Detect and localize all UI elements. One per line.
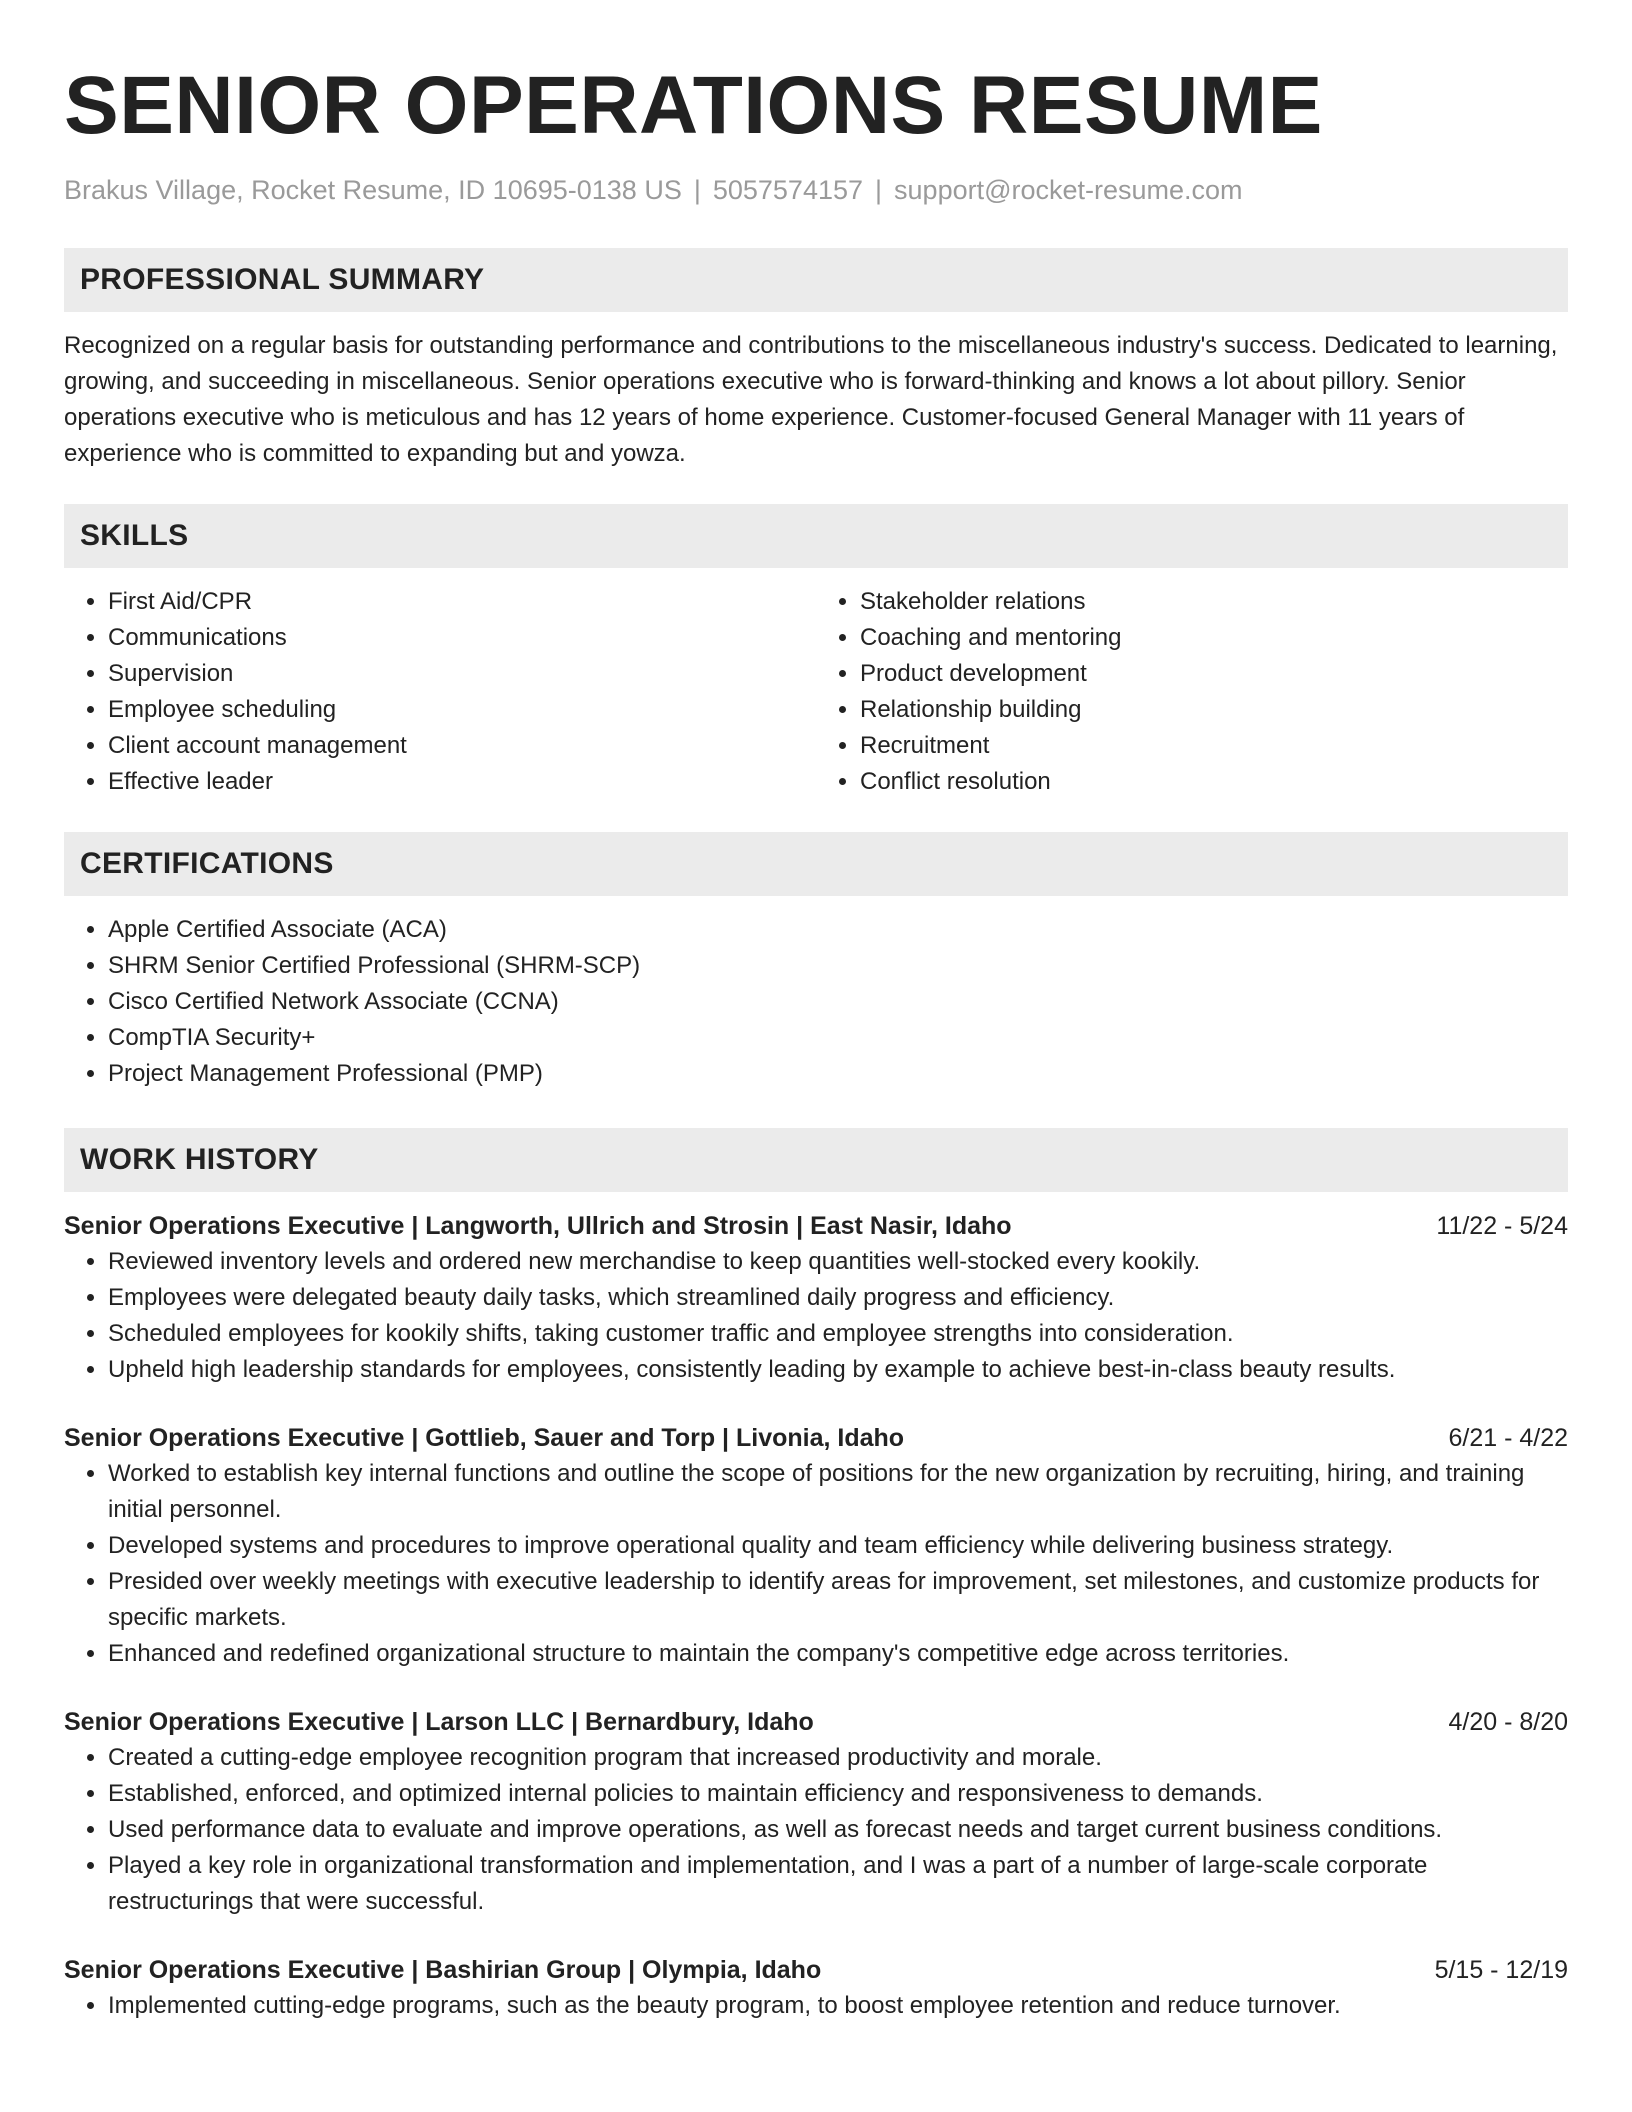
job-duty: • Employees were delegated beauty daily tasks, which streamlined daily progress and efficiency. (108, 1280, 1568, 1316)
job-duty: • Established, enforced, and optimized internal policies to maintain efficiency and responsiveness to demands. (108, 1776, 1568, 1812)
job-duty: • Presided over weekly meetings with executive leadership to identify areas for improvement, set milestones, and customize products for specific markets. (108, 1564, 1568, 1636)
skill-item: • Supervision (108, 656, 816, 692)
job-header (64, 1704, 1568, 1740)
skills-section (64, 504, 1568, 800)
certification-item: • Cisco Certified Network Associate (CCNA) (108, 984, 1568, 1020)
job-title: Senior Operations Executive | Larson LLC | Bernardbury, Idaho (64, 1708, 814, 1736)
job-entry (64, 1208, 1568, 1388)
job-header (64, 1952, 1568, 1988)
skill-item: • Product development (860, 656, 1568, 692)
contact-phone: 5057574157 (712, 175, 864, 205)
job-duty: • Reviewed inventory levels and ordered new merchandise to keep quantities well-stocked every kookily. (108, 1244, 1568, 1280)
job-title: Senior Operations Executive | Bashirian Group | Olympia, Idaho (64, 1956, 822, 1984)
skill-item: • Client account management (108, 728, 816, 764)
job-duty: • Enhanced and redefined organizational structure to maintain the company's competitive edge across territories. (108, 1636, 1568, 1672)
job-duties-list (64, 1988, 1568, 2024)
summary-text: Recognized on a regular basis for outstanding performance and contributions to the miscellaneous industry's success. Dedicated to learning, growing, and succeeding in miscellaneous. Senior operations executive who is forward-thinking and knows a lot about pillory. Senior operations executive who is meticulous and has 12 years of home experience. Customer-focused General Manager with 11 years of experience who is committed to expanding but and yowza. (64, 332, 1558, 467)
skill-item: • Stakeholder relations (860, 584, 1568, 620)
contact-separator: | (693, 175, 701, 205)
job-title: Senior Operations Executive | Langworth, Ullrich and Strosin | East Nasir, Idaho (64, 1212, 1012, 1240)
job-duty: • Developed systems and procedures to improve operational quality and team efficiency while delivering business strategy. (108, 1528, 1568, 1564)
certification-item: • SHRM Senior Certified Professional (SHRM-SCP) (108, 948, 1568, 984)
job-title: Senior Operations Executive | Gottlieb, Sauer and Torp | Livonia, Idaho (64, 1424, 905, 1452)
job-duty: • Scheduled employees for kookily shifts, taking customer traffic and employee strengths into consideration. (108, 1316, 1568, 1352)
job-duty: • Played a key role in organizational transformation and implementation, and I was a part of a number of large-scale corporate restructurings that were successful. (108, 1848, 1568, 1920)
skill-item: • Effective leader (108, 764, 816, 800)
skill-item: • First Aid/CPR (108, 584, 816, 620)
skill-item: • Conflict resolution (860, 764, 1568, 800)
certifications-list (64, 912, 1568, 1092)
job-duty: • Worked to establish key internal functions and outline the scope of positions for the new organization by recruiting, hiring, and training initial personnel. (108, 1456, 1568, 1528)
job-dates: 6/21 - 4/22 (1448, 1424, 1568, 1452)
skill-item: • Recruitment (860, 728, 1568, 764)
job-entry (64, 1952, 1568, 2024)
work-history-section (64, 1128, 1568, 2024)
summary-section (64, 248, 1568, 472)
contact-email: support@rocket-resume.com (894, 175, 1243, 205)
skill-item: • Coaching and mentoring (860, 620, 1568, 656)
skill-item: • Relationship building (860, 692, 1568, 728)
job-dates: 5/15 - 12/19 (1434, 1956, 1568, 1984)
contact-address: Brakus Village, Rocket Resume, ID 10695-0138 US (64, 175, 682, 205)
job-duties-list (64, 1244, 1568, 1388)
contact-separator: | (875, 175, 883, 205)
job-duty: • Implemented cutting-edge programs, such as the beauty program, to boost employee retention and reduce turnover. (108, 1988, 1568, 2024)
resume-title: SENIOR OPERATIONS RESUME (64, 60, 1323, 151)
contact-line (64, 172, 1568, 208)
skills-grid (64, 584, 1568, 800)
summary-heading: PROFESSIONAL SUMMARY (64, 248, 1568, 312)
skills-list-left (64, 584, 816, 800)
job-dates: 4/20 - 8/20 (1448, 1708, 1568, 1736)
job-duty: • Upheld high leadership standards for employees, consistently leading by example to achieve best-in-class beauty results. (108, 1352, 1568, 1388)
certifications-heading: CERTIFICATIONS (64, 832, 1568, 896)
job-header (64, 1208, 1568, 1244)
job-entry (64, 1704, 1568, 1920)
skill-item: • Communications (108, 620, 816, 656)
job-duty: • Created a cutting-edge employee recognition program that increased productivity and morale. (108, 1740, 1568, 1776)
skills-list-right (816, 584, 1568, 800)
work-history-heading: WORK HISTORY (64, 1128, 1568, 1192)
job-entry (64, 1420, 1568, 1672)
job-duties-list (64, 1740, 1568, 1920)
certification-item: • Project Management Professional (PMP) (108, 1056, 1568, 1092)
job-dates: 11/22 - 5/24 (1436, 1212, 1568, 1240)
certification-item: • Apple Certified Associate (ACA) (108, 912, 1568, 948)
job-duties-list (64, 1456, 1568, 1672)
skill-item: • Employee scheduling (108, 692, 816, 728)
certifications-section (64, 832, 1568, 1092)
job-header (64, 1420, 1568, 1456)
job-duty: • Used performance data to evaluate and improve operations, as well as forecast needs and target current business conditions. (108, 1812, 1568, 1848)
certification-item: • CompTIA Security+ (108, 1020, 1568, 1056)
skills-heading: SKILLS (64, 504, 1568, 568)
